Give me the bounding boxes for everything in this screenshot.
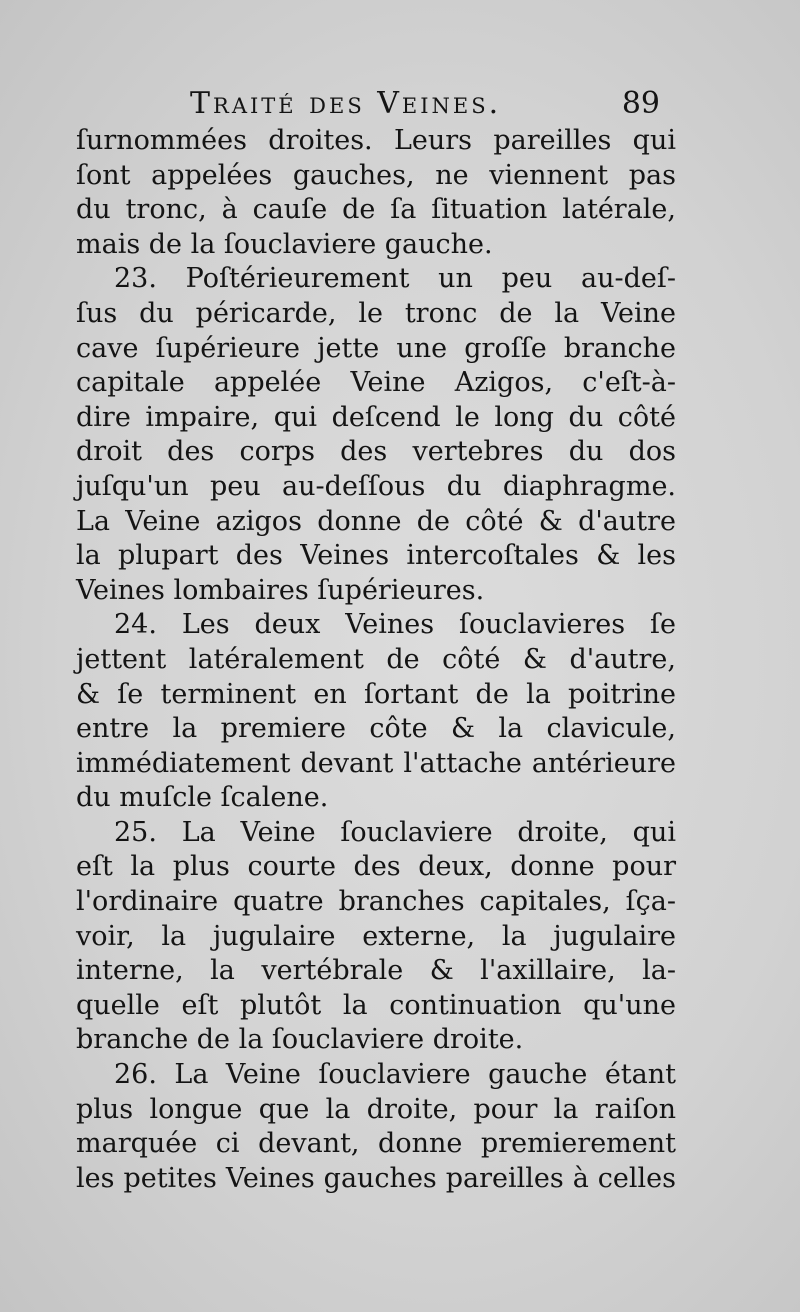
text-line: marquée ci devant, donne premierement xyxy=(76,1128,676,1160)
text-line: juſqu'un peu au-deſſous du diaphragme. xyxy=(76,470,676,502)
text-line: entre la premiere côte & la clavicule, xyxy=(76,713,676,745)
text-line: ſont appelées gauches, ne viennent pas xyxy=(76,159,676,191)
text-line: mais de la ſouclaviere gauche. xyxy=(76,228,493,260)
text-line: eſt la plus courte des deux, donne pour xyxy=(76,851,676,883)
text-line: Veines lombaires ſupérieures. xyxy=(76,574,485,606)
text-line: plus longue que la droite, pour la raiſon xyxy=(76,1093,676,1125)
paragraph-23-start: 23. Poſtérieurement un peu au-deſ- xyxy=(114,263,676,295)
text-line: ſurnommées droites. Leurs pareilles qui xyxy=(76,125,676,156)
text-line: La Veine azigos donne de côté & d'autre xyxy=(76,505,676,537)
text-line: voir, la jugulaire externe, la jugulaire xyxy=(76,920,676,952)
text-line: jettent latéralement de côté & d'autre, xyxy=(76,643,676,675)
text-line: l'ordinaire quatre branches capitales, ſça- xyxy=(76,886,676,918)
text-line: immédiatement devant l'attache antérieure xyxy=(76,747,676,779)
page-number: 89 xyxy=(621,86,660,121)
text-line: du tronc, à cauſe de ſa ſituation latérale, xyxy=(76,194,676,226)
text-line: & ſe terminent en ſortant de la poitrine xyxy=(76,678,676,710)
text-line: capitale appelée Veine Azigos, c'eſt-à- xyxy=(76,367,676,399)
paragraph-24-start: 24. Les deux Veines ſouclavieres ſe xyxy=(114,609,676,641)
text-line: interne, la vertébrale & l'axillaire, la- xyxy=(76,955,676,987)
paragraph-26-start: 26. La Veine ſouclaviere gauche étant xyxy=(114,1059,676,1091)
text-line: dire impaire, qui deſcend le long du côté xyxy=(76,401,676,433)
page-header xyxy=(190,86,660,122)
body-text xyxy=(76,124,676,1196)
paragraph-25-start: 25. La Veine ſouclaviere droite, qui xyxy=(114,816,676,848)
text-line: ſus du péricarde, le tronc de la Veine xyxy=(76,297,676,329)
text-line: cave ſupérieure jette une groſſe branche xyxy=(76,332,676,364)
text-line: les petites Veines gauches pareilles à celles xyxy=(76,1162,676,1194)
text-line: du muſcle ſcalene. xyxy=(76,782,329,814)
text-line: droit des corps des vertebres du dos xyxy=(76,436,676,468)
running-title: Traité des Veines. xyxy=(190,86,502,121)
text-line: branche de la ſouclaviere droite. xyxy=(76,1024,524,1056)
text-line: la plupart des Veines intercoſtales & les xyxy=(76,540,676,572)
text-line: quelle eſt plutôt la continuation qu'une xyxy=(76,989,676,1021)
